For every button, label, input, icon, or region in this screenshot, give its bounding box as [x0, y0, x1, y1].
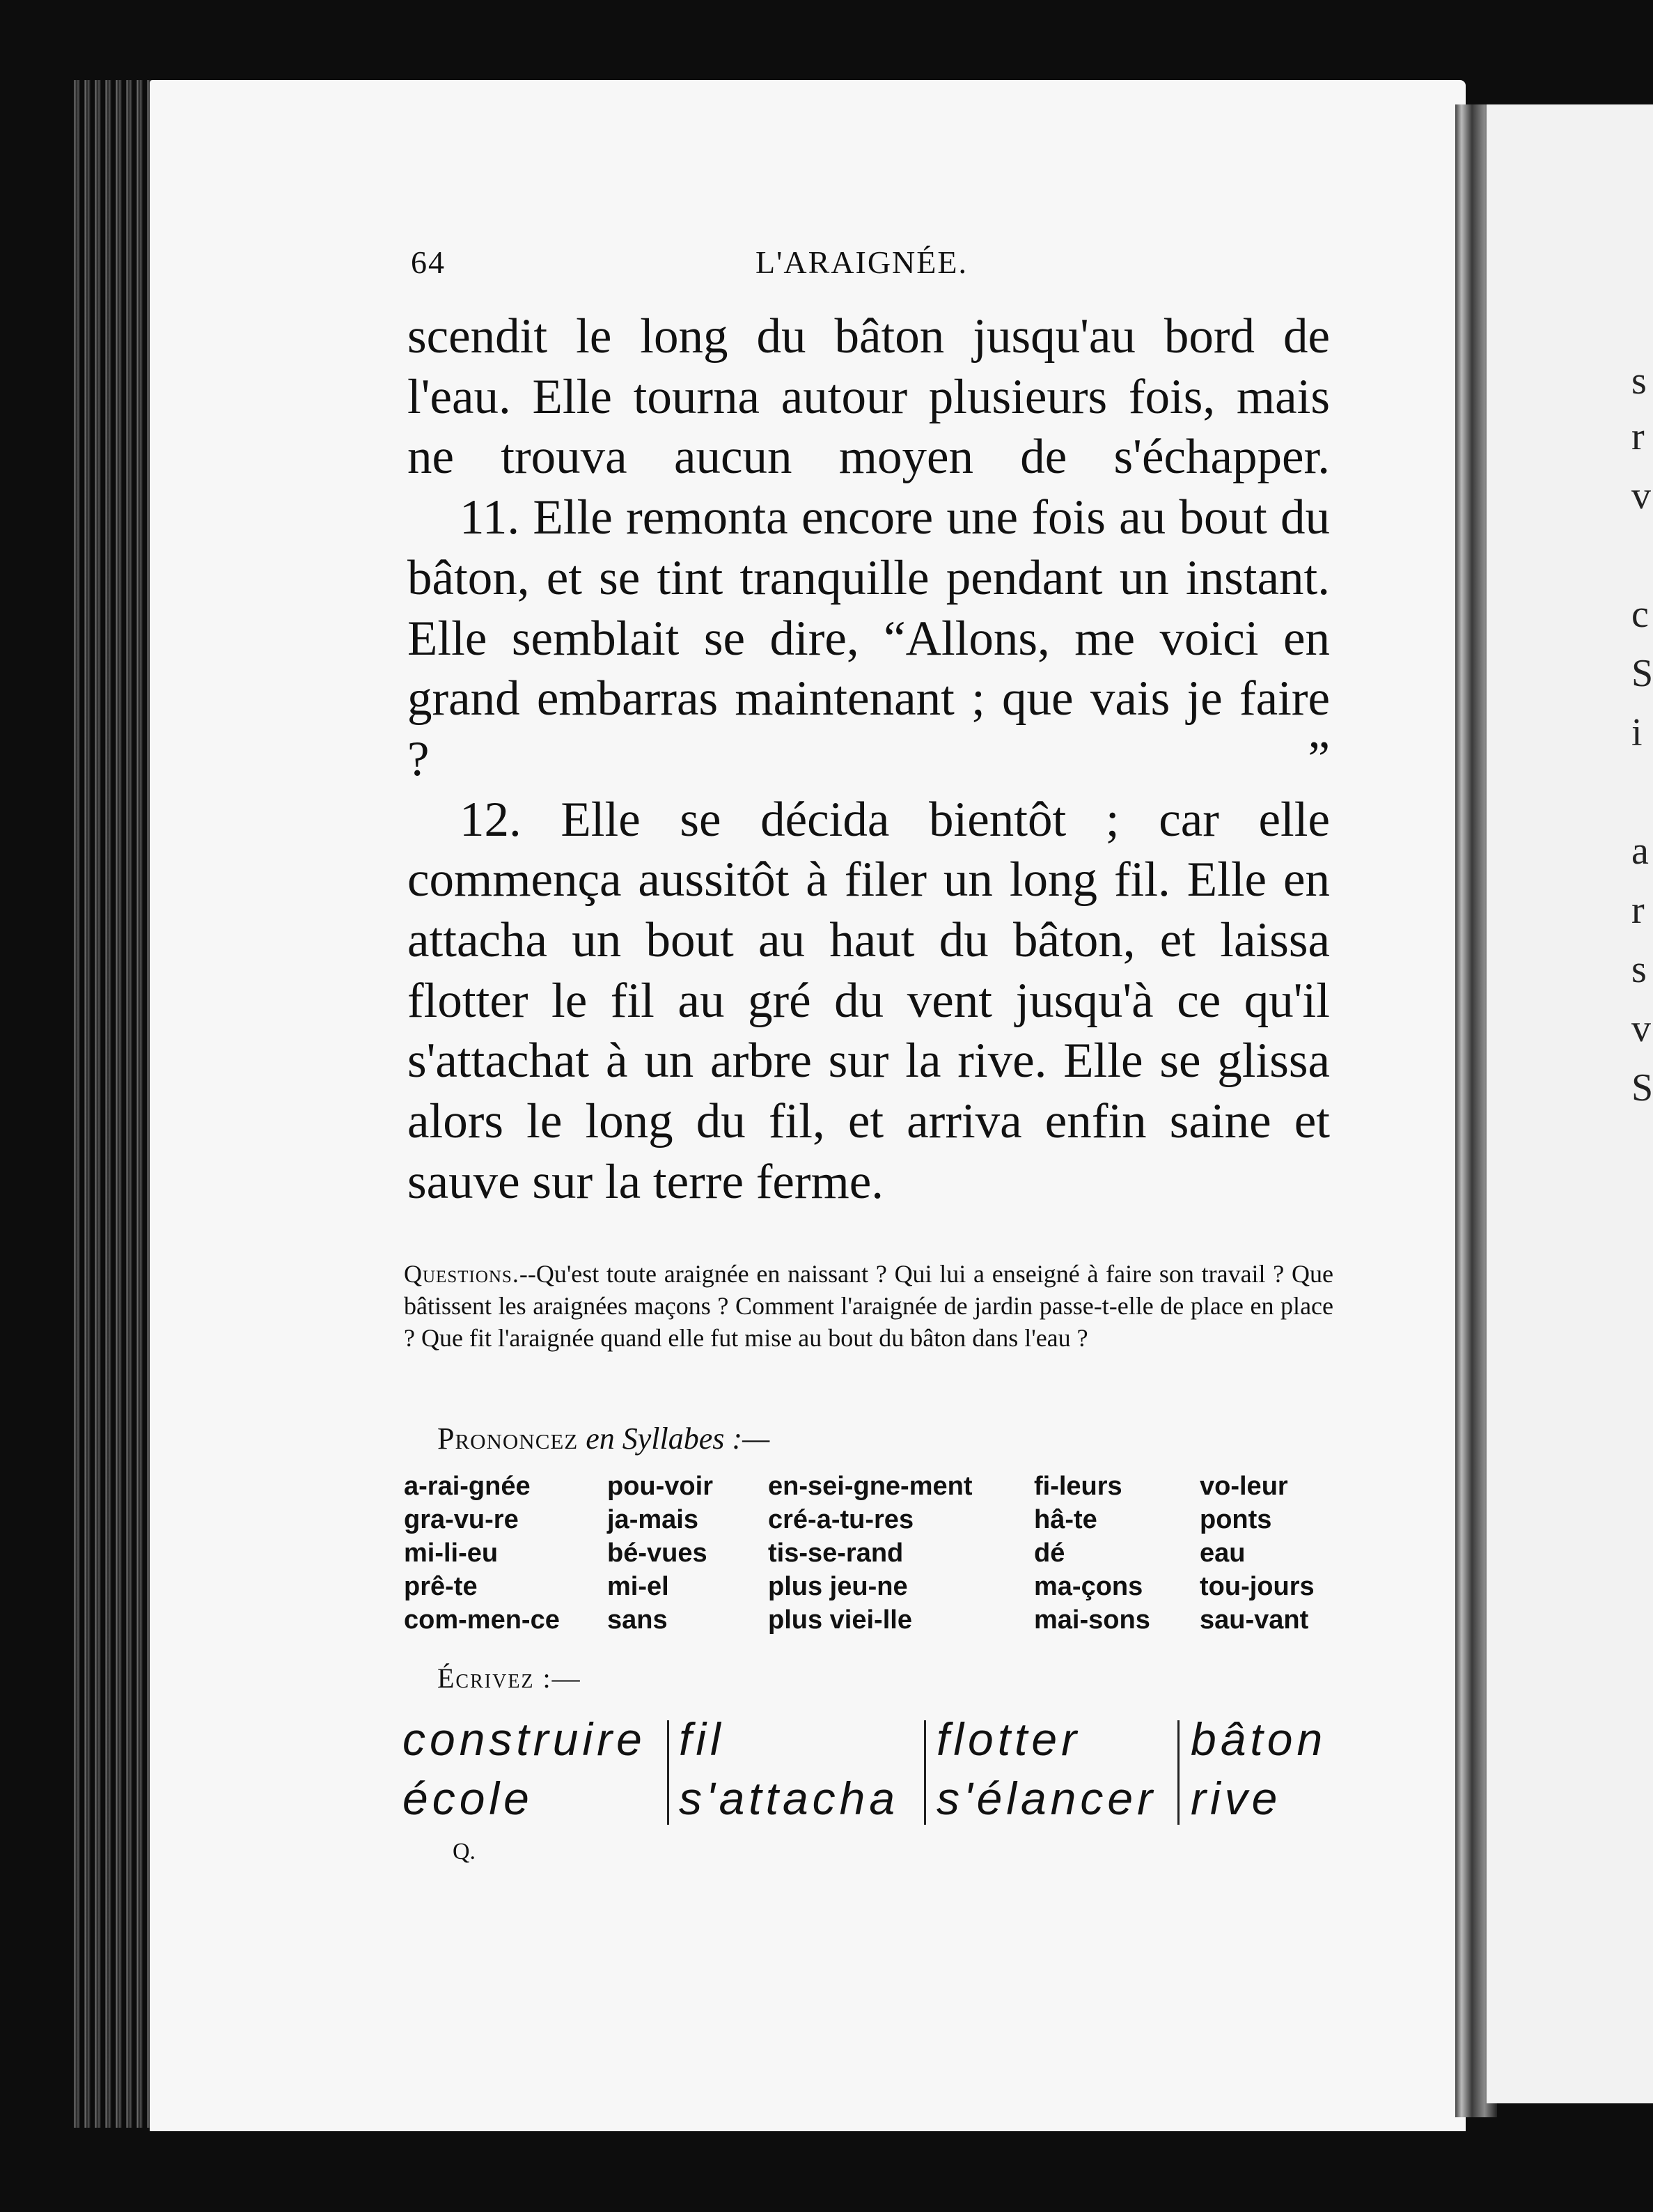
syllable-word: tis-se-rand — [768, 1539, 904, 1568]
syllable-column — [1034, 1470, 1150, 1637]
syllable-word: sans — [607, 1605, 668, 1635]
syllable-word: cré-a-tu-res — [768, 1505, 914, 1534]
facing-page-fragment: i — [1631, 711, 1643, 754]
facing-page-fragment: r — [1631, 415, 1645, 458]
facing-page-fragment: S — [1631, 652, 1653, 695]
script-word: rive — [1191, 1773, 1282, 1824]
syllable-word: gra-vu-re — [404, 1505, 519, 1534]
chapter-title: L'ARAIGNÉE. — [755, 244, 968, 280]
syllable-word: plus viei-lle — [768, 1605, 912, 1635]
facing-page-fragment: S — [1631, 1066, 1653, 1109]
script-word: s'attacha — [679, 1773, 900, 1824]
paragraph: 11. Elle remonta encore une fois au bout du bâton, et se tint tranquille pendant un instant. Elle semblait se dire, “Allons, me voici en grand embarras maintenant ; que vais je faire ? ” — [407, 490, 1330, 786]
prononcez-subtitle: en Syllabes :— — [586, 1422, 770, 1456]
syllable-word: com-men-ce — [404, 1605, 560, 1635]
syllable-word: mai-sons — [1034, 1605, 1150, 1635]
column-divider — [1177, 1720, 1180, 1825]
questions-label: Questions. — [404, 1260, 519, 1288]
script-word: fil — [679, 1713, 725, 1765]
page-number: 64 — [411, 244, 446, 280]
facing-page — [1487, 104, 1653, 2103]
facing-page-fragment: c — [1631, 593, 1649, 636]
syllable-word: mi-el — [607, 1572, 669, 1601]
column-divider — [924, 1720, 926, 1825]
column-divider — [667, 1720, 669, 1825]
syllable-word: eau — [1200, 1539, 1246, 1568]
body-text — [407, 306, 1330, 1213]
facing-page-fragment: v — [1631, 474, 1651, 517]
syllable-word: fi-leurs — [1034, 1472, 1122, 1501]
paragraph: scendit le long du bâton jusqu'au bord de l'eau. Elle tourna autour plusieurs fois, mais ne trouva aucun moyen de s'échapper. — [407, 309, 1330, 485]
syllable-word: pou-voir — [607, 1472, 713, 1501]
syllable-word: en-sei-gne-ment — [768, 1472, 973, 1501]
syllable-word: tou-jours — [1200, 1572, 1315, 1601]
facing-page-fragment: r — [1631, 889, 1645, 932]
syllable-word: ponts — [1200, 1505, 1272, 1534]
syllable-word: plus jeu-ne — [768, 1572, 908, 1601]
script-word: s'élancer — [937, 1773, 1157, 1824]
syllable-word: bé-vues — [607, 1539, 707, 1568]
script-column — [937, 1710, 1157, 1828]
questions-text: --Qu'est toute araignée en naissant ? Qui lui a enseigné à faire son travail ? Que bâtissent les araignées maçons ? Comment l'araignée de jardin passe-t-elle de place en place ? Que fit l'araignée quand elle fut mise au bout du bâton dans l'eau ? — [404, 1260, 1333, 1352]
prononcez-heading — [437, 1421, 769, 1456]
syllable-word: mi-li-eu — [404, 1539, 499, 1568]
facing-page-fragment: s — [1631, 948, 1647, 991]
syllable-column — [607, 1470, 713, 1637]
facing-page-fragment: v — [1631, 1007, 1651, 1050]
syllable-column — [1200, 1470, 1315, 1637]
paragraph: 12. Elle se décida bientôt ; car elle commença aussitôt à filer un long fil. Elle en attacha un bout au haut du bâton, et laissa flotter le fil au gré du vent jusqu'à ce qu'il s'attachat à un arbre sur la rive. Elle se glissa alors le long du fil, et arriva enfin saine et sauve sur la terre ferme. — [407, 792, 1330, 1209]
syllable-word: vo-leur — [1200, 1472, 1288, 1501]
script-column — [679, 1710, 899, 1828]
book-spine-edge — [70, 80, 153, 2128]
questions-block — [404, 1258, 1333, 1354]
script-column — [1191, 1710, 1326, 1828]
script-word: construire — [402, 1713, 646, 1765]
script-word: flotter — [937, 1713, 1081, 1765]
syllable-word: ma-çons — [1034, 1572, 1143, 1601]
signature-mark: Q. — [453, 1839, 476, 1864]
syllable-word: ja-mais — [607, 1505, 698, 1534]
script-word: école — [402, 1773, 533, 1824]
facing-page-fragment: a — [1631, 830, 1649, 873]
syllable-column — [768, 1470, 972, 1637]
syllable-word: hâ-te — [1034, 1505, 1097, 1534]
ecrivez-heading: Écrivez :— — [437, 1662, 581, 1694]
syllable-word: dé — [1034, 1539, 1065, 1568]
script-column — [402, 1710, 646, 1828]
facing-page-fragment: s — [1631, 359, 1647, 403]
prononcez-label: Prononcez — [437, 1422, 579, 1456]
script-word: bâton — [1191, 1713, 1327, 1765]
syllable-word: a-rai-gnée — [404, 1472, 531, 1501]
syllable-word: sau-vant — [1200, 1605, 1309, 1635]
syllable-column — [404, 1470, 560, 1637]
syllable-word: prê-te — [404, 1572, 478, 1601]
